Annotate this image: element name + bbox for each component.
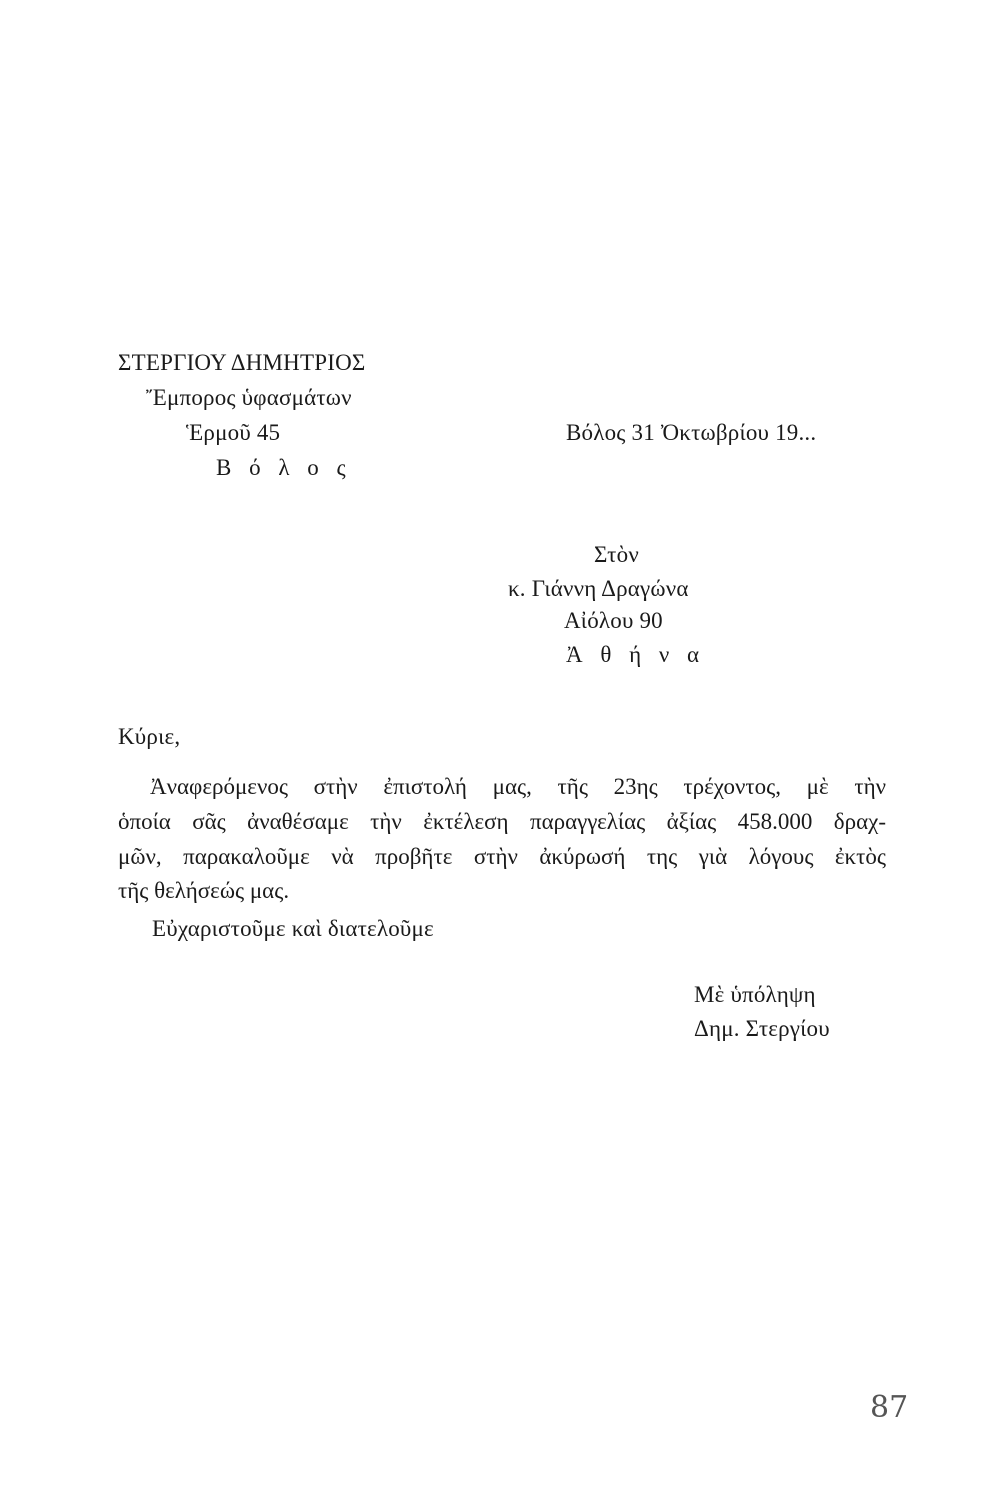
closing-line: Εὐχαριστοῦμε καὶ διατελοῦμε [152, 916, 434, 941]
recipient-to: Στὸν [594, 542, 639, 567]
page-number: 87 [870, 1390, 909, 1425]
recipient-city: Ἀ θ ή ν α [566, 642, 706, 667]
sender-street: Ἑρμοῦ 45 [186, 420, 281, 445]
body-line-2: ὁποία σᾶς ἀναθέσαμε τὴν ἐκτέλεση παραγγελίας ἀξίας 458.000 δραχ- [118, 809, 886, 834]
salutation: Κύριε, [118, 724, 181, 749]
body-line-3: μῶν, παρακαλοῦμε νὰ προβῆτε στὴν ἀκύρωσή της γιὰ λόγους ἐκτὸς [118, 844, 886, 869]
recipient-name: κ. Γιάννη Δραγώνα [508, 576, 689, 601]
sender-city: Β ό λ ο ς [216, 455, 352, 480]
body-line-1: Ἀναφερόμενος στὴν ἐπιστολή μας, τῆς 23ης τρέχοντος, μὲ τὴν [150, 774, 886, 799]
signoff-regards: Μὲ ὑπόληψη [694, 982, 816, 1007]
sender-occupation: Ἔμπορος ὑφασμάτων [146, 385, 352, 410]
body-line-4: τῆς θελήσεώς μας. [118, 878, 290, 903]
date-line: Βόλος 31 Ὀκτωβρίου 19... [566, 420, 817, 445]
sender-name: ΣΤΕΡΓΙΟΥ ΔΗΜΗΤΡΙΟΣ [118, 350, 366, 375]
recipient-street: Αἰόλου 90 [564, 608, 663, 633]
signoff-signature: Δημ. Στεργίου [694, 1016, 830, 1041]
